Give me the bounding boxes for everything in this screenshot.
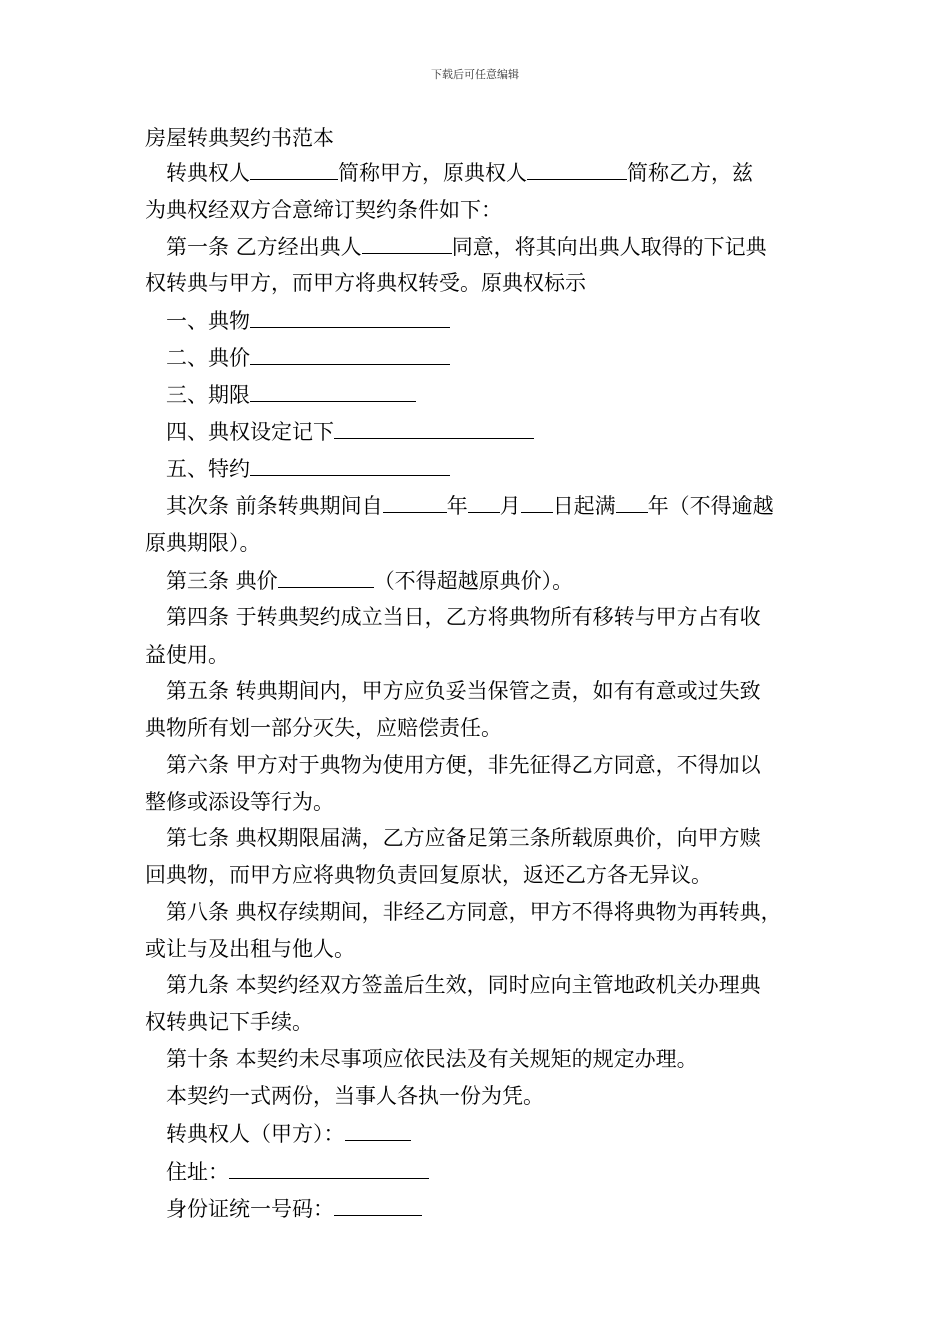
article-7-line-2: 回典物，而甲方应将典物负责回复原状，返还乙方各无异议。 [145,863,712,887]
article-1-text-b: 同意，将其向出典人取得的下记典 [451,235,767,259]
item-special [166,453,450,484]
signature-party-label: 转典权人（甲方）： [166,1122,345,1146]
intro-line-1 [166,157,753,188]
article-1-text-a: 第一条 乙方经出典人 [166,235,362,259]
signature-party [166,1118,411,1149]
signature-id [166,1193,422,1224]
item-price-label: 二、典价 [166,346,250,370]
article-6-line-2: 整修或添设等行为。 [145,790,334,814]
price-blank[interactable] [250,342,450,365]
id-number-blank[interactable] [334,1193,422,1216]
article-8-line-2: 或让与及出租与他人。 [145,937,355,961]
signature-id-label: 身份证统一号码： [166,1197,334,1221]
original-holder-blank[interactable] [527,157,627,180]
article-7-line-1: 第七条 典权期限届满，乙方应备足第三条所载原典价，向甲方赎 [166,826,761,850]
article-9-line-2: 权转典记下手续。 [145,1010,313,1034]
start-year-blank[interactable] [383,490,447,513]
article-2-text-a: 其次条 前条转典期间自 [166,494,383,518]
item-term [166,379,416,410]
article-8-line-1: 第八条 典权存续期间，非经乙方同意，甲方不得将典物为再转典， [166,900,782,924]
article-1-line-1 [166,231,767,262]
item-price [166,342,450,373]
intro-text-a: 转典权人 [166,161,250,185]
article-9-line-1: 第九条 本契约经双方签盖后生效，同时应向主管地政机关办理典 [166,973,761,997]
intro-text-b: 简称甲方，原典权人 [338,161,527,185]
transfer-price-blank[interactable] [278,565,374,588]
party-a-signature-blank[interactable] [345,1118,411,1141]
start-month-blank[interactable] [468,490,500,513]
article-2-line-2: 原典期限）。 [145,531,261,555]
article-2-line-1 [166,490,774,521]
article-3-text-a: 第三条 典价 [166,569,278,593]
item-special-label: 五、特约 [166,457,250,481]
special-terms-blank[interactable] [250,453,450,476]
start-day-blank[interactable] [521,490,553,513]
article-6-line-1: 第六条 甲方对于典物为使用方便，非先征得乙方同意，不得加以 [166,753,761,777]
signature-address-label: 住址： [166,1160,229,1184]
signature-address [166,1156,429,1187]
intro-line-2: 为典权经双方合意缔订契约条件如下： [145,198,502,222]
article-4-line-2: 益使用。 [145,643,229,667]
term-blank[interactable] [250,379,416,402]
article-5-line-1: 第五条 转典期间内，甲方应负妥当保管之责，如有有意或过失致 [166,679,761,703]
article-5-line-2: 典物所有划一部分灭失，应赔偿责任。 [145,716,502,740]
article-10: 第十条 本契约未尽事项应依民法及有关规矩的规定办理。 [166,1047,698,1071]
item-registration [166,416,534,447]
header-note: 下载后可任意编辑 [431,68,519,81]
duration-years-blank[interactable] [616,490,648,513]
property-blank[interactable] [250,305,450,328]
copies-note: 本契约一式两份，当事人各执一份为凭。 [166,1084,544,1108]
article-3 [166,565,573,596]
intro-text-c: 简称乙方，兹 [627,161,753,185]
article-1-line-2: 权转典与甲方，而甲方将典权转受。原典权标示 [145,271,586,295]
article-3-text-b: （不得超越原典价）。 [373,569,574,593]
item-registration-label: 四、典权设定记下 [166,420,334,444]
article-2-text-e: 年（不得逾越 [647,494,774,518]
item-property-label: 一、典物 [166,309,250,333]
article-2-month: 月 [499,494,521,518]
article-2-day: 日起满 [552,494,616,518]
address-blank[interactable] [229,1156,429,1179]
item-property [166,305,450,336]
transferee-blank[interactable] [250,157,338,180]
article-4-line-1: 第四条 于转典契约成立当日，乙方将典物所有移转与甲方占有收 [166,605,761,629]
document-title: 房屋转典契约书范本 [145,126,334,150]
item-term-label: 三、期限 [166,383,250,407]
registration-blank[interactable] [334,416,534,439]
article-2-year: 年 [446,494,468,518]
pledgor-blank[interactable] [362,231,452,254]
